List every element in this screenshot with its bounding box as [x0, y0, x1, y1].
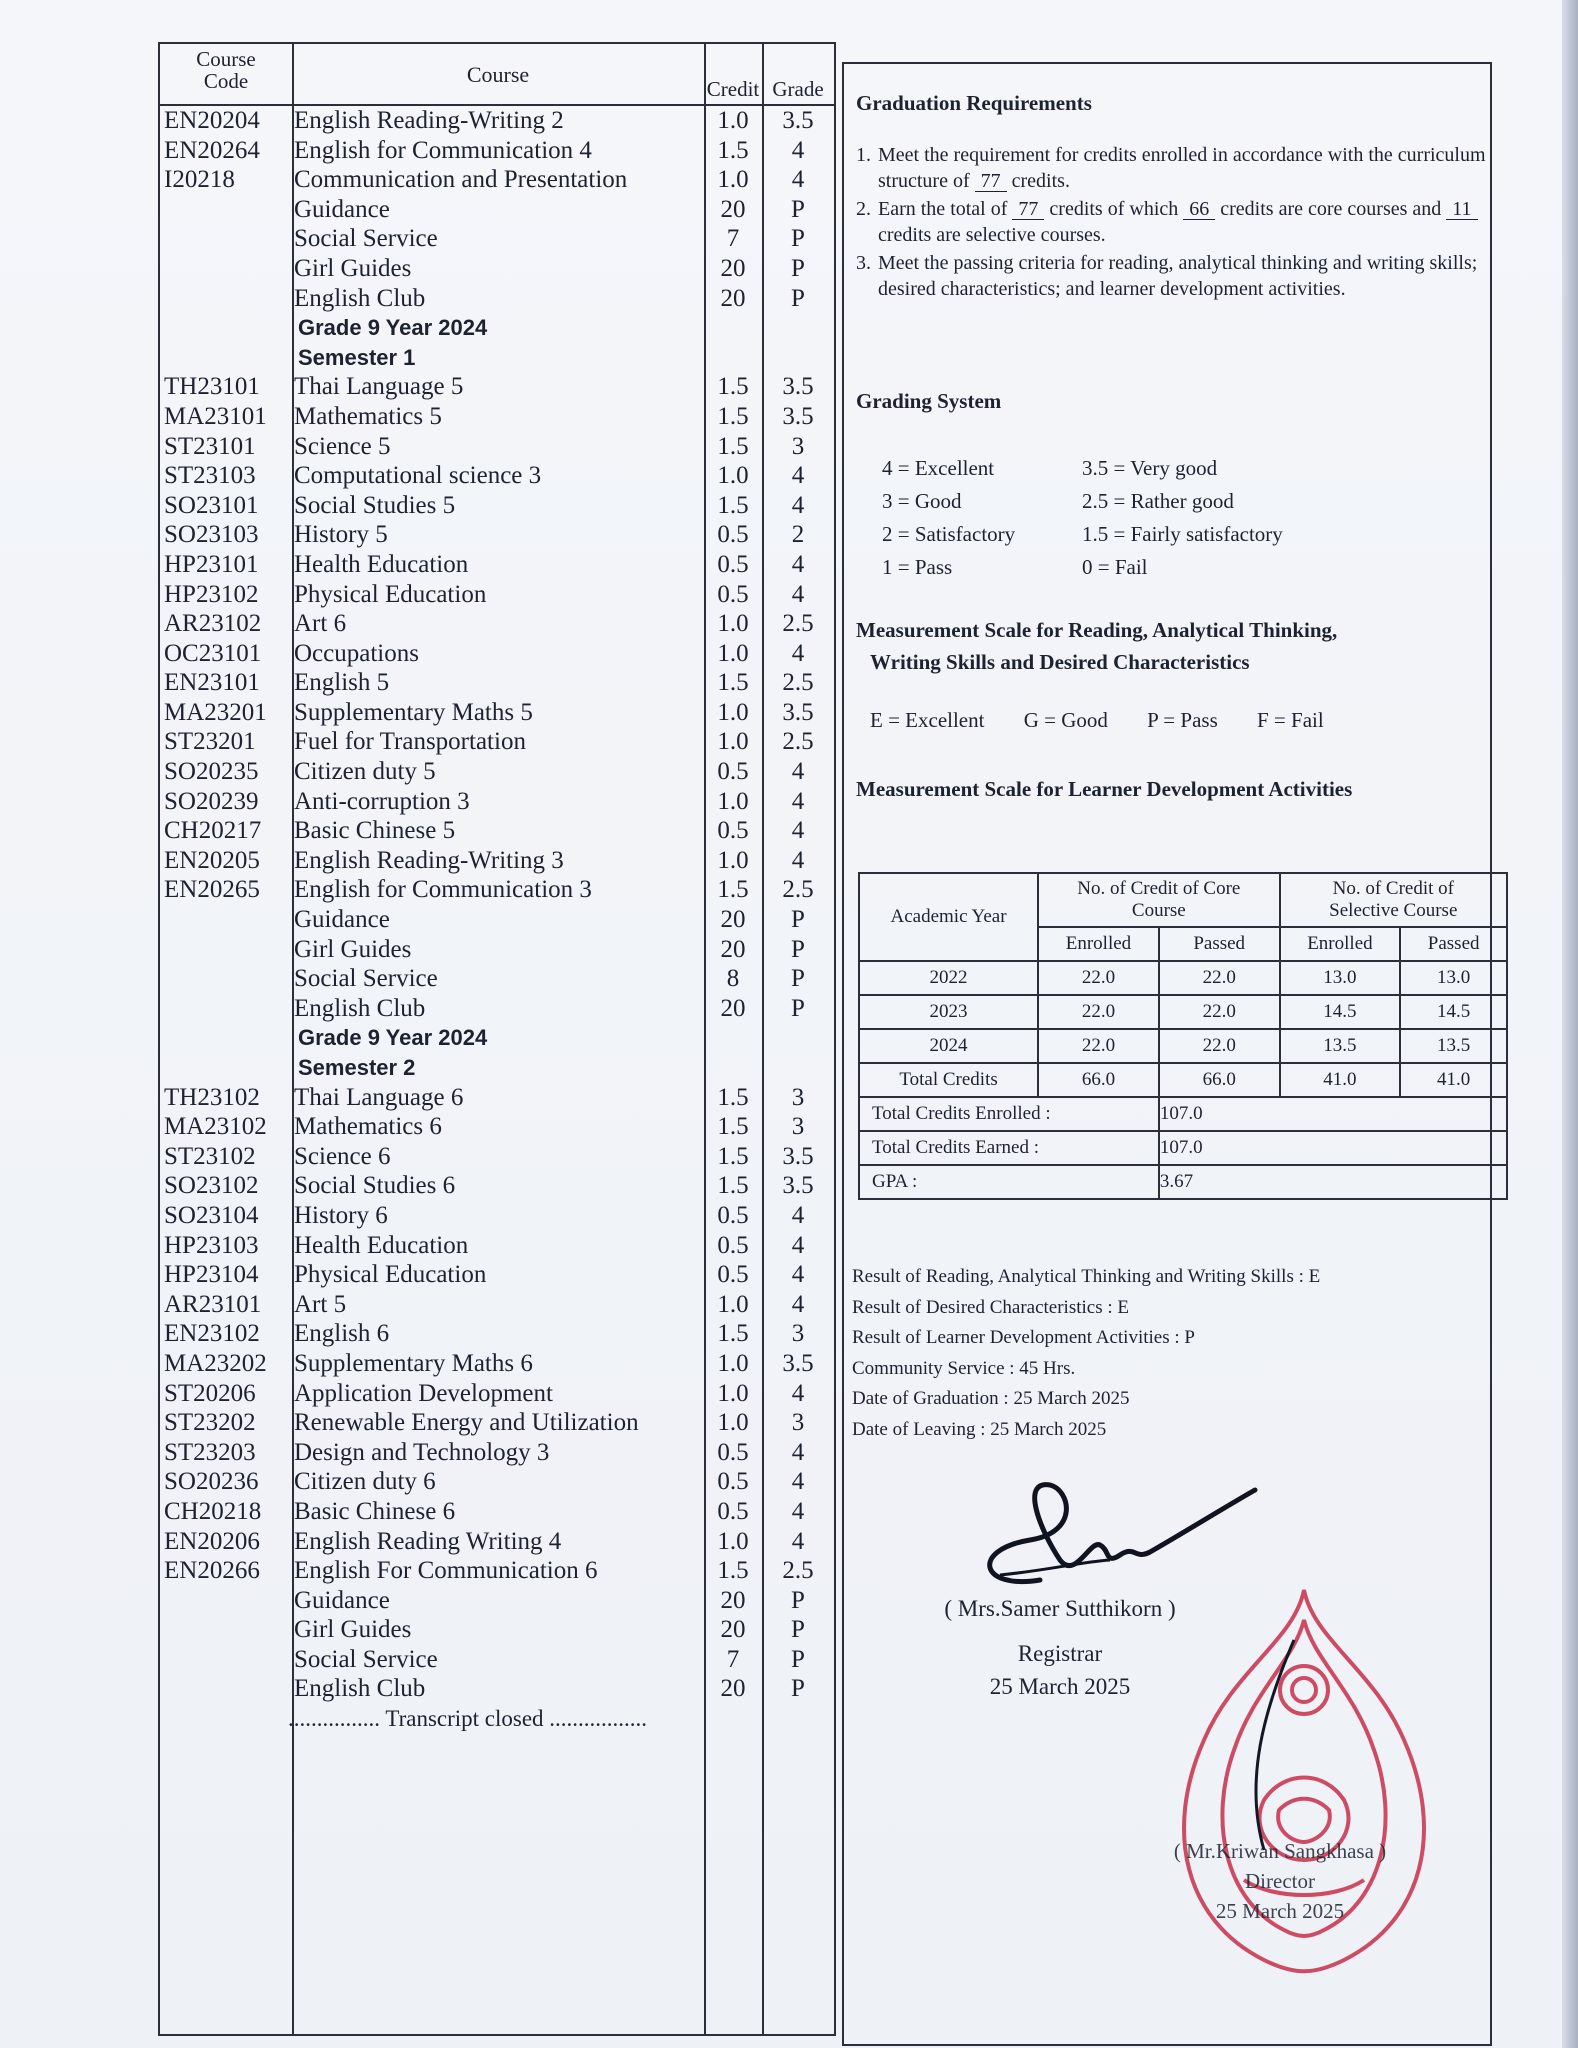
course-row	[160, 1527, 834, 1557]
course-row	[160, 402, 834, 432]
course-row	[160, 580, 834, 610]
course-grade: 3.5	[782, 1349, 814, 1377]
course-credit: 20	[720, 254, 746, 282]
course-name: Occupations	[294, 639, 419, 667]
course-row	[160, 816, 834, 846]
course-grade: P	[791, 195, 805, 223]
course-credit: 1.0	[717, 698, 749, 726]
course-row	[160, 1645, 834, 1675]
course-credit: 1.5	[717, 1557, 749, 1585]
course-name: Basic Chinese 5	[294, 817, 456, 845]
course-name: Social Service	[294, 1645, 438, 1673]
course-code: ST23203	[164, 1438, 256, 1466]
course-table	[158, 42, 836, 2036]
section-heading	[160, 343, 834, 373]
course-name: Citizen duty 5	[294, 758, 436, 786]
course-grade: 4	[791, 1231, 805, 1259]
course-credit: 20	[720, 1616, 746, 1644]
course-code: MA23201	[164, 698, 267, 726]
course-credit: 1.5	[717, 432, 749, 460]
curriculum-credits: 77	[975, 171, 1007, 192]
course-grade: 4	[791, 846, 805, 874]
earned-row: Total Credits Earned : 107.0	[859, 1131, 1507, 1165]
course-name: Art 6	[294, 610, 347, 638]
course-credit: 8	[726, 965, 740, 993]
course-row	[160, 875, 834, 905]
course-credit: 1.5	[717, 1113, 749, 1141]
course-grade: 4	[791, 1290, 805, 1318]
course-name: Citizen duty 6	[294, 1468, 436, 1496]
course-row	[160, 106, 834, 136]
course-code: SO23103	[164, 521, 259, 549]
core-credits-blank: 66	[1183, 199, 1215, 220]
course-grade: 2.5	[782, 1557, 814, 1585]
course-row	[160, 1615, 834, 1645]
course-code: SO23104	[164, 1201, 259, 1229]
course-grade: 3	[791, 1083, 805, 1111]
course-grade: 4	[791, 1201, 805, 1229]
course-credit: 20	[720, 1586, 746, 1614]
course-row	[160, 1497, 834, 1527]
course-grade: P	[791, 1645, 805, 1673]
course-code: EN20205	[164, 846, 260, 874]
requirement-1: 1. Meet the requirement for credits enrolled in accordance with the curriculum structure of 77 credits.	[856, 144, 1486, 192]
course-credit: 1.5	[717, 1083, 749, 1111]
registrar-name: ( Mrs.Samer Sutthikorn )	[944, 1596, 1176, 1621]
results-list	[852, 1262, 1320, 1445]
course-code: SO20235	[164, 758, 259, 786]
course-credit: 1.0	[717, 1409, 749, 1437]
course-credit: 1.5	[717, 669, 749, 697]
course-grade: 3.5	[782, 373, 814, 401]
course-row	[160, 609, 834, 639]
course-code: EN20266	[164, 1557, 260, 1585]
header-course-code: Course Code	[196, 47, 256, 93]
course-name: Physical Education	[294, 1261, 487, 1289]
course-row	[160, 432, 834, 462]
course-grade: 4	[791, 1527, 805, 1555]
registrar-date: 25 March 2025	[989, 1674, 1131, 1699]
course-row	[160, 935, 834, 965]
course-grade: 4	[791, 491, 805, 519]
course-row	[160, 1290, 834, 1320]
course-grade: 4	[791, 580, 805, 608]
course-code: SO23102	[164, 1172, 259, 1200]
course-row	[160, 1349, 834, 1379]
course-code: AR23102	[164, 610, 262, 638]
course-row	[160, 1438, 834, 1468]
course-name: Basic Chinese 6	[294, 1497, 456, 1525]
course-row	[160, 1260, 834, 1290]
course-name: Semester 1	[298, 344, 416, 370]
selective-credits-blank: 11	[1446, 199, 1477, 220]
course-credit: 1.0	[717, 728, 749, 756]
course-row	[160, 757, 834, 787]
course-name: Girl Guides	[294, 1616, 412, 1644]
course-grade: 3.5	[782, 107, 814, 134]
course-credit: 1.5	[717, 876, 749, 904]
course-row	[160, 1083, 834, 1113]
course-name: ................ Transcript closed .................	[288, 1706, 648, 1732]
course-row	[160, 787, 834, 817]
course-code: ST23103	[164, 462, 256, 490]
course-name: Design and Technology 3	[294, 1438, 550, 1466]
course-credit: 20	[720, 1675, 746, 1703]
course-name: English Club	[294, 994, 426, 1022]
course-name: Communication and Presentation	[294, 166, 628, 194]
course-row	[160, 1201, 834, 1231]
course-code: EN20264	[164, 136, 260, 164]
course-row	[160, 639, 834, 669]
course-credit: 1.0	[717, 1290, 749, 1318]
course-grade: P	[791, 1616, 805, 1644]
course-row	[160, 1171, 834, 1201]
measurement-scale: E = Excellent G = Good P = Pass F = Fail	[870, 708, 1324, 732]
course-grade: 4	[791, 550, 805, 578]
course-row	[160, 136, 834, 166]
graduation-date: Date of Graduation : 25 March 2025	[852, 1388, 1130, 1409]
course-grade: 4	[791, 1468, 805, 1496]
course-credit: 1.5	[717, 136, 749, 164]
course-name: Guidance	[294, 906, 390, 934]
course-code: OC23101	[164, 639, 262, 667]
course-grade: 4	[791, 817, 805, 845]
course-credit: 0.5	[717, 817, 749, 845]
course-row	[160, 1112, 834, 1142]
course-row	[160, 1379, 834, 1409]
course-row	[160, 1319, 834, 1349]
course-grade: 4	[791, 639, 805, 667]
gpa-row: GPA : 3.67	[859, 1165, 1507, 1199]
header-grade: Grade	[772, 77, 824, 101]
course-code: CH20218	[164, 1497, 262, 1525]
course-row	[160, 491, 834, 521]
director-title: Director	[1245, 1869, 1315, 1893]
course-grade: 2.5	[782, 669, 814, 697]
course-credit: 1.0	[717, 107, 749, 134]
course-credit: 0.5	[717, 758, 749, 786]
course-grade: P	[791, 906, 805, 934]
course-name: English for Communication 3	[294, 876, 592, 904]
total-credits-blank: 77	[1012, 199, 1044, 220]
course-grade: 4	[791, 1379, 805, 1407]
course-credit: 0.5	[717, 1261, 749, 1289]
course-name: Social Service	[294, 225, 438, 253]
course-grade: 3.5	[782, 1142, 814, 1170]
course-credit: 1.0	[717, 166, 749, 194]
course-grade: 4	[791, 1438, 805, 1466]
course-name: History 5	[294, 521, 388, 549]
course-name: English For Communication 6	[294, 1557, 598, 1585]
course-name: Application Development	[294, 1379, 553, 1407]
total-row: Total Credits 66.0 66.0 41.0 41.0	[859, 1063, 1507, 1097]
course-rows	[160, 106, 834, 1734]
learner-result: Result of Learner Development Activities : P	[852, 1327, 1195, 1348]
course-name: English Reading Writing 4	[294, 1527, 562, 1555]
course-row	[160, 668, 834, 698]
course-credit: 20	[720, 284, 746, 312]
course-credit: 20	[720, 906, 746, 934]
course-code: TH23102	[164, 1083, 260, 1111]
course-row	[160, 1674, 834, 1704]
course-credit: 1.0	[717, 1527, 749, 1555]
course-name: Social Studies 6	[294, 1172, 456, 1200]
course-grade: P	[791, 935, 805, 963]
year-row: 2023 22.0 22.0 14.5 14.5	[859, 995, 1507, 1029]
course-name: Guidance	[294, 195, 390, 223]
grading-title: Grading System	[856, 389, 1002, 413]
course-grade: 3	[791, 1113, 805, 1141]
course-grade: 3	[791, 432, 805, 460]
course-name: Mathematics 5	[294, 402, 442, 430]
course-name: Science 5	[294, 432, 391, 460]
course-row	[160, 284, 834, 314]
course-code: ST20206	[164, 1379, 256, 1407]
course-name: Art 5	[294, 1290, 347, 1318]
leaving-date: Date of Leaving : 25 March 2025	[852, 1418, 1107, 1440]
course-code: EN20206	[164, 1527, 260, 1555]
course-grade: 2	[791, 521, 805, 549]
course-name: Science 6	[294, 1142, 391, 1170]
course-name: Fuel for Transportation	[294, 728, 526, 756]
director-block	[1130, 1836, 1430, 1926]
course-code: ST23101	[164, 432, 256, 460]
course-code: HP23103	[164, 1231, 259, 1259]
course-row	[160, 1142, 834, 1172]
header-course: Course	[466, 62, 530, 87]
course-code: MA23202	[164, 1349, 267, 1377]
course-grade: 3.5	[782, 402, 814, 430]
course-code: HP23101	[164, 550, 259, 578]
year-row: 2024 22.0 22.0 13.5 13.5	[859, 1029, 1507, 1063]
course-row	[160, 520, 834, 550]
course-credit: 20	[720, 195, 746, 223]
course-code: ST23201	[164, 728, 256, 756]
course-code: AR23101	[164, 1290, 262, 1318]
course-row	[160, 698, 834, 728]
course-credit: 1.0	[717, 1379, 749, 1407]
course-credit: 1.5	[717, 1172, 749, 1200]
course-credit: 1.5	[717, 1142, 749, 1170]
course-credit: 1.0	[717, 787, 749, 815]
course-name: Thai Language 5	[294, 373, 464, 401]
director-name: ( Mr.Kriwan Sangkhasa )	[1173, 1839, 1387, 1863]
learner-scale-title: Measurement Scale for Learner Development Activities	[856, 777, 1353, 801]
course-row	[160, 254, 834, 284]
course-name: English Club	[294, 1675, 426, 1703]
course-name: English for Communication 4	[294, 136, 592, 164]
course-credit: 0.5	[717, 1231, 749, 1259]
course-grade: 4	[791, 166, 805, 194]
credits-table: Academic Year No. of Credit of Core Course No. of Credit of Selective Course Enrolled Passed Enrolled Passed 2022 22.0 22.0 13.0 13.0 2023 22.0 22.0 14.5 14.5 2024 22.0 22.0 13.5 13.5 Total Credits 66.0 66.0 41.0 41.0 Total Credits Enrolled : 107.0 Total Credits Earned : 107.0 GPA : 3.67	[858, 872, 1508, 1200]
course-row	[160, 1586, 834, 1616]
graduation-title: Graduation Requirements	[856, 91, 1092, 115]
course-code: SO23101	[164, 491, 259, 519]
course-name: Supplementary Maths 6	[294, 1349, 533, 1377]
course-name: Computational science 3	[294, 462, 542, 490]
course-grade: P	[791, 965, 805, 993]
course-row	[160, 195, 834, 225]
selective-course-header: No. of Credit of Selective Course	[1280, 873, 1507, 927]
course-credit: 0.5	[717, 550, 749, 578]
course-credit: 0.5	[717, 1438, 749, 1466]
course-grade: 3	[791, 1409, 805, 1437]
course-row	[160, 905, 834, 935]
year-row: 2022 22.0 22.0 13.0 13.0	[859, 961, 1507, 995]
course-name: Anti-corruption 3	[294, 787, 470, 815]
course-grade: 4	[791, 758, 805, 786]
registrar-title: Registrar	[1017, 1641, 1103, 1666]
course-name: Grade 9 Year 2024	[298, 1025, 488, 1051]
course-grade: P	[791, 225, 805, 253]
course-name: Guidance	[294, 1586, 390, 1614]
course-credit: 0.5	[717, 1468, 749, 1496]
course-credit: 7	[726, 1645, 740, 1673]
course-credit: 1.0	[717, 462, 749, 490]
course-code: EN23102	[164, 1320, 260, 1348]
course-grade: 4	[791, 1497, 805, 1525]
course-name: Semester 2	[298, 1055, 416, 1080]
graduation-requirements	[856, 90, 1496, 304]
course-row	[160, 846, 834, 876]
course-code: I20218	[164, 166, 235, 194]
course-row	[160, 964, 834, 994]
course-grade: 2.5	[782, 610, 814, 638]
course-credit: 0.5	[717, 580, 749, 608]
course-credit: 1.0	[717, 846, 749, 874]
section-heading	[160, 313, 834, 343]
course-grade: P	[791, 284, 805, 312]
course-name: English Reading-Writing 2	[294, 107, 564, 134]
course-name: Mathematics 6	[294, 1113, 442, 1141]
course-code: ST23202	[164, 1409, 256, 1437]
course-grade: 3.5	[782, 1172, 814, 1200]
course-row	[160, 550, 834, 580]
course-name: English 6	[294, 1320, 390, 1348]
director-date: 25 March 2025	[1215, 1899, 1345, 1923]
course-credit: 7	[726, 225, 740, 253]
academic-year-header: Academic Year	[859, 873, 1038, 961]
course-credit: 1.5	[717, 1320, 749, 1348]
course-name: Girl Guides	[294, 935, 412, 963]
course-row	[160, 1231, 834, 1261]
course-name: Health Education	[294, 1231, 469, 1259]
course-name: English Club	[294, 284, 426, 312]
course-code: TH23101	[164, 373, 260, 401]
course-code: EN23101	[164, 669, 260, 697]
course-code: EN20204	[164, 107, 260, 134]
course-code: ST23102	[164, 1142, 256, 1170]
course-name: Girl Guides	[294, 254, 412, 282]
course-name: Grade 9 Year 2024	[298, 315, 488, 341]
course-row	[160, 461, 834, 491]
course-name: Social Studies 5	[294, 491, 456, 519]
course-credit: 1.5	[717, 373, 749, 401]
course-credit: 1.0	[717, 639, 749, 667]
course-name: Health Education	[294, 550, 469, 578]
course-row	[160, 727, 834, 757]
requirement-3: 3. Meet the passing criteria for reading, analytical thinking and writing skills; desired characteristics; and learner development activities.	[856, 252, 1478, 300]
header-credit: Credit	[706, 77, 760, 101]
course-grade: 4	[791, 787, 805, 815]
course-code: CH20217	[164, 817, 262, 845]
course-credit: 1.0	[717, 610, 749, 638]
course-code: EN20265	[164, 876, 260, 904]
requirement-2: 2. Earn the total of 77 credits of which 66 credits are core courses and 11 credits are selective courses.	[856, 196, 1496, 248]
course-grade: P	[791, 1586, 805, 1614]
course-grade: 3	[791, 1320, 805, 1348]
course-credit: 0.5	[717, 521, 749, 549]
course-code: HP23104	[164, 1261, 259, 1289]
reading-result: Result of Reading, Analytical Thinking and Writing Skills : E	[852, 1266, 1321, 1287]
course-name: Social Service	[294, 965, 438, 993]
school-seal-icon	[1144, 1580, 1464, 2000]
course-grade: 4	[791, 462, 805, 490]
course-grade: 2.5	[782, 728, 814, 756]
course-credit: 0.5	[717, 1497, 749, 1525]
course-grade: 4	[791, 1261, 805, 1289]
course-name: Renewable Energy and Utilization	[294, 1409, 639, 1437]
enrolled-row: Total Credits Enrolled : 107.0	[859, 1097, 1507, 1131]
core-course-header: No. of Credit of Core Course	[1038, 873, 1279, 927]
course-row	[160, 1408, 834, 1438]
measurement-title: Measurement Scale for Reading, Analytical Thinking, Writing Skills and Desired Characteristics	[856, 618, 1338, 674]
course-credit: 20	[720, 935, 746, 963]
course-credit: 0.5	[717, 1201, 749, 1229]
course-grade: P	[791, 994, 805, 1022]
desired-result: Result of Desired Characteristics : E	[852, 1296, 1130, 1318]
section-heading	[160, 1023, 834, 1053]
course-code: MA23102	[164, 1113, 267, 1141]
course-grade: P	[791, 254, 805, 282]
course-code: SO20239	[164, 787, 259, 815]
course-row	[160, 994, 834, 1024]
transcript-closed	[160, 1704, 834, 1734]
course-credit: 1.5	[717, 491, 749, 519]
course-name: History 6	[294, 1201, 388, 1229]
course-row	[160, 165, 834, 195]
course-name: Supplementary Maths 5	[294, 698, 533, 726]
page-edge	[1562, 0, 1578, 2048]
course-row	[160, 372, 834, 402]
course-name: English Reading-Writing 3	[294, 846, 564, 874]
course-code: SO20236	[164, 1468, 259, 1496]
course-grade: P	[791, 1675, 805, 1703]
course-code: MA23101	[164, 402, 267, 430]
section-heading	[160, 1053, 834, 1083]
course-code: HP23102	[164, 580, 259, 608]
course-name: Thai Language 6	[294, 1083, 464, 1111]
course-row	[160, 1467, 834, 1497]
course-grade: 4	[791, 136, 805, 164]
course-row	[160, 1556, 834, 1586]
course-credit: 1.0	[717, 1349, 749, 1377]
course-name: Physical Education	[294, 580, 487, 608]
course-name: English 5	[294, 669, 390, 697]
course-grade: 3.5	[782, 698, 814, 726]
community-service: Community Service : 45 Hrs.	[852, 1357, 1076, 1379]
course-credit: 1.5	[717, 402, 749, 430]
course-grade: 2.5	[782, 876, 814, 904]
course-row	[160, 224, 834, 254]
course-credit: 20	[720, 994, 746, 1022]
